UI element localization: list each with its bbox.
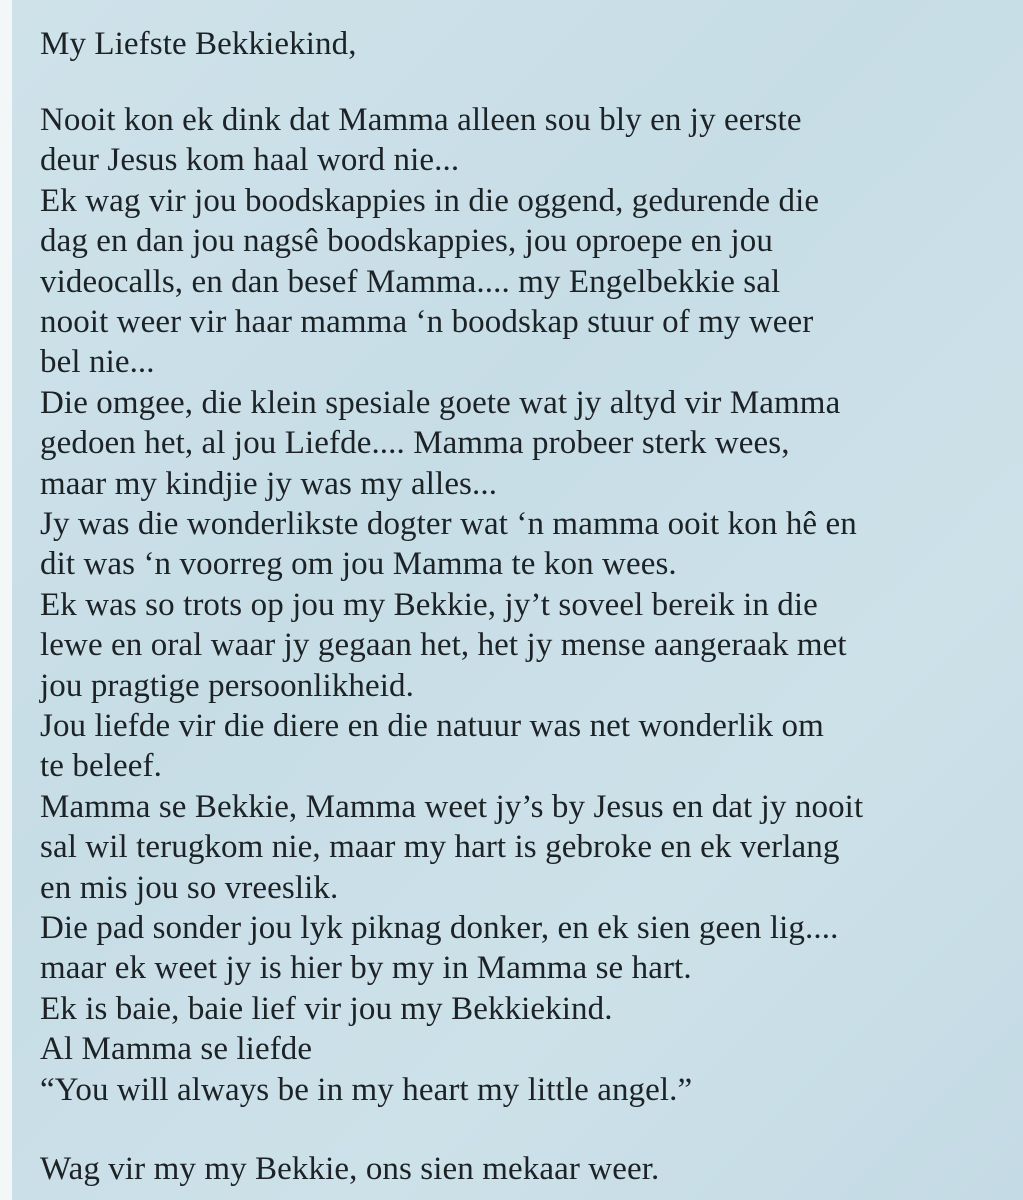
letter-line: jou pragtige persoonlikheid. bbox=[40, 667, 414, 704]
letter-line: Ek was so trots op jou my Bekkie, jy’t soveel bereik in die bbox=[40, 586, 818, 623]
letter-line: lewe en oral waar jy gegaan het, het jy mense aangeraak met bbox=[40, 627, 847, 664]
salutation: My Liefste Bekkiekind, bbox=[40, 26, 357, 62]
letter-page bbox=[12, 0, 1023, 1200]
letter-line: Ek is baie, baie lief vir jou my Bekkiekind. bbox=[40, 990, 613, 1027]
letter-line: dag en dan jou nagsê boodskappies, jou oproepe en jou bbox=[40, 223, 773, 260]
letter-line: maar my kindjie jy was my alles... bbox=[40, 465, 498, 502]
letter-line: deur Jesus kom haal word nie... bbox=[40, 142, 460, 179]
letter-line: Nooit kon ek dink dat Mamma alleen sou bly en jy eerste bbox=[40, 102, 802, 138]
letter-line: Ek wag vir jou boodskappies in die oggend, gedurende die bbox=[40, 182, 820, 219]
letter-line: Die omgee, die klein spesiale goete wat jy altyd vir Mamma bbox=[40, 384, 841, 421]
letter-line: en mis jou so vreeslik. bbox=[40, 869, 339, 906]
letter-line: bel nie... bbox=[40, 344, 155, 381]
letter-line: videocalls, en dan besef Mamma.... my Engelbekkie sal bbox=[40, 263, 781, 300]
closing-line: Wag vir my my Bekkie, ons sien mekaar weer. bbox=[40, 1151, 660, 1187]
letter-line: te beleef. bbox=[40, 748, 162, 785]
letter-line: Die pad sonder jou lyk piknag donker, en ek sien geen lig.... bbox=[40, 910, 839, 946]
letter-line: Jou liefde vir die diere en die natuur was net wonderlik om bbox=[40, 708, 824, 744]
letter-line: dit was ‘n voorreg om jou Mamma te kon wees. bbox=[40, 546, 677, 583]
letter-line: “You will always be in my heart my little angel.” bbox=[40, 1071, 693, 1108]
letter-line: Jy was die wonderlikste dogter wat ‘n mamma ooit kon hê en bbox=[40, 506, 857, 542]
letter-line: nooit weer vir haar mamma ‘n boodskap stuur of my weer bbox=[40, 304, 814, 340]
letter-line: gedoen het, al jou Liefde.... Mamma probeer sterk wees, bbox=[40, 425, 790, 462]
letter-line: maar ek weet jy is hier by my in Mamma se hart. bbox=[40, 950, 692, 987]
letter-line: Al Mamma se liefde bbox=[40, 1031, 313, 1068]
letter-line: sal wil terugkom nie, maar my hart is gebroke en ek verlang bbox=[40, 829, 840, 866]
letter-line: Mamma se Bekkie, Mamma weet jy’s by Jesus en dat jy nooit bbox=[40, 788, 864, 825]
